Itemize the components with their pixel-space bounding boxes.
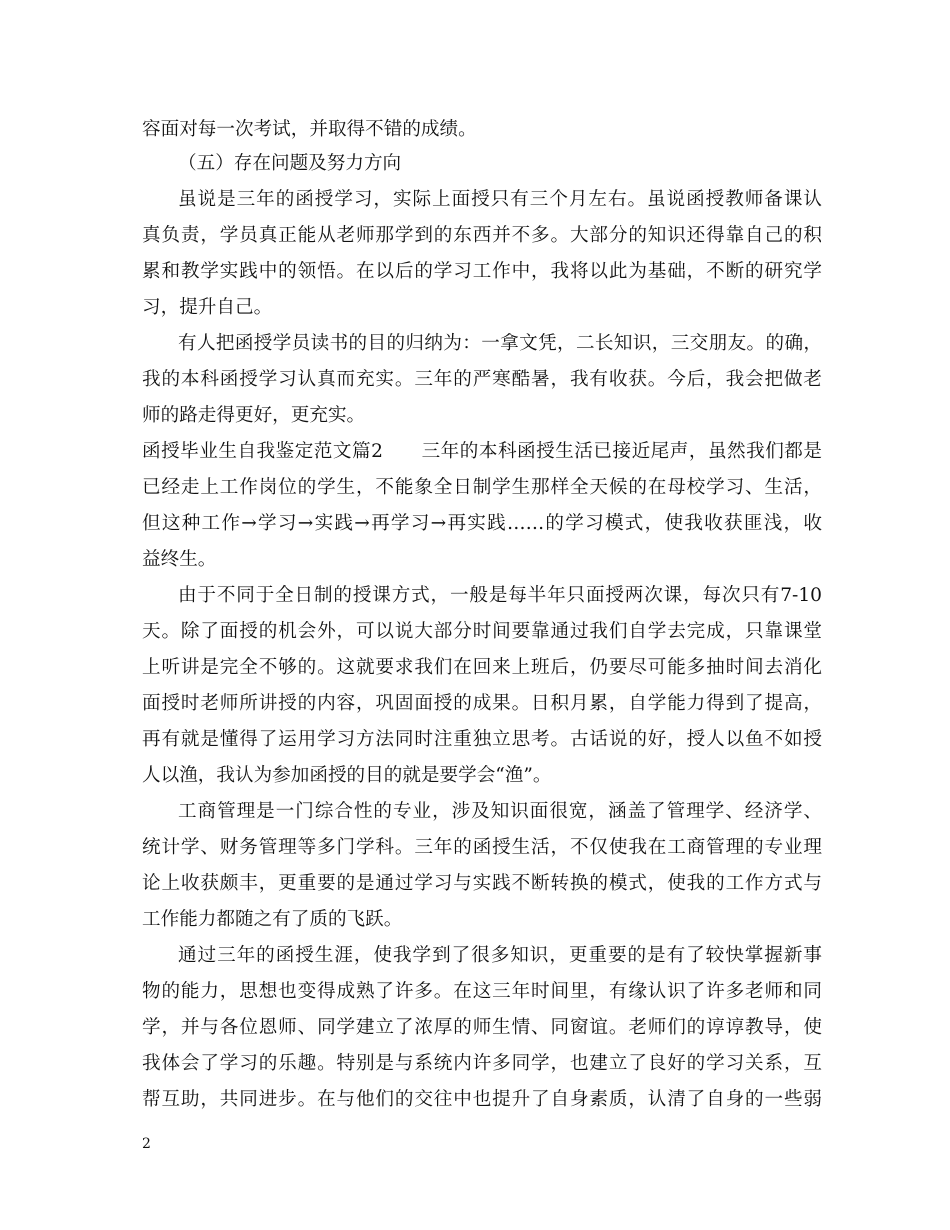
text-line: 通过三年的函授生涯，使我学到了很多知识，更重要的是有了较快掌握新事 xyxy=(178,945,822,966)
text-line: 物的能力，思想也变得成熟了许多。在这三年时间里，有缘认识了许多老师和同 xyxy=(142,981,822,1002)
text-line: 人以渔，我认为参加函授的目的就是要学会“渔”。 xyxy=(142,765,552,786)
text-line: 虽说是三年的函授学习，实际上面授只有三个月左右。虽说函授教师备课认 xyxy=(178,189,822,210)
text-line: 由于不同于全日制的授课方式，一般是每半年只面授两次课，每次只有7-10 xyxy=(178,585,822,606)
text-line: 论上收获颇丰，更重要的是通过学习与实践不断转换的模式，使我的工作方式与 xyxy=(142,873,822,894)
text-line: 有人把函授学员读书的目的归纳为：一拿文凭，二长知识，三交朋友。的确， xyxy=(178,333,822,354)
section-heading: （五）存在问题及努力方向 xyxy=(178,153,402,174)
text-line: 容面对每一次考试，并取得不错的成绩。 xyxy=(142,119,477,140)
text-line: 工商管理是一门综合性的专业，涉及知识面很宽，涵盖了管理学、经济学、 xyxy=(178,801,822,822)
text-line: 面授时老师所讲授的内容，巩固面授的成果。日积月累，自学能力得到了提高， xyxy=(142,693,822,714)
text-line: 但这种工作→学习→实践→再学习→再实践……的学习模式，使我收获匪浅，收 xyxy=(142,513,822,534)
text-line: 累和教学实践中的领悟。在以后的学习工作中，我将以此为基础，不断的研究学 xyxy=(142,261,822,282)
text-line: 已经走上工作岗位的学生，不能象全日制学生那样全天候的在母校学习、生活， xyxy=(142,477,822,498)
text-line: 益终生。 xyxy=(142,549,217,570)
page-number: 2 xyxy=(142,1136,151,1152)
text-line: 真负责，学员真正能从老师那学到的东西并不多。大部分的知识还得靠自己的积 xyxy=(142,225,822,246)
text-line: 师的路走得更好，更充实。 xyxy=(142,405,366,426)
text-line: 学，并与各位恩师、同学建立了浓厚的师生情、同窗谊。老师们的谆谆教导，使 xyxy=(142,1017,822,1038)
text-line: 工作能力都随之有了质的飞跃。 xyxy=(142,909,403,930)
text-line: 再有就是懂得了运用学习方法同时注重独立思考。古话说的好，授人以鱼不如授 xyxy=(142,729,822,750)
text-line: 函授毕业生自我鉴定范文篇2 三年的本科函授生活已接近尾声，虽然我们都是 xyxy=(142,441,822,462)
text-line: 上听讲是完全不够的。这就要求我们在回来上班后，仍要尽可能多抽时间去消化 xyxy=(142,657,822,678)
text-line: 统计学、财务管理等多门学科。三年的函授生活，不仅使我在工商管理的专业理 xyxy=(142,837,822,858)
text-line: 天。除了面授的机会外，可以说大部分时间要靠通过我们自学去完成，只靠课堂 xyxy=(142,621,822,642)
text-line: 帮互助，共同进步。在与他们的交往中也提升了自身素质，认清了自身的一些弱 xyxy=(142,1089,822,1110)
text-line: 习，提升自己。 xyxy=(142,297,273,318)
text-line: 我的本科函授学习认真而充实。三年的严寒酷暑，我有收获。今后，我会把做老 xyxy=(142,369,822,390)
text-line: 我体会了学习的乐趣。特别是与系统内许多同学，也建立了良好的学习关系，互 xyxy=(142,1053,822,1074)
